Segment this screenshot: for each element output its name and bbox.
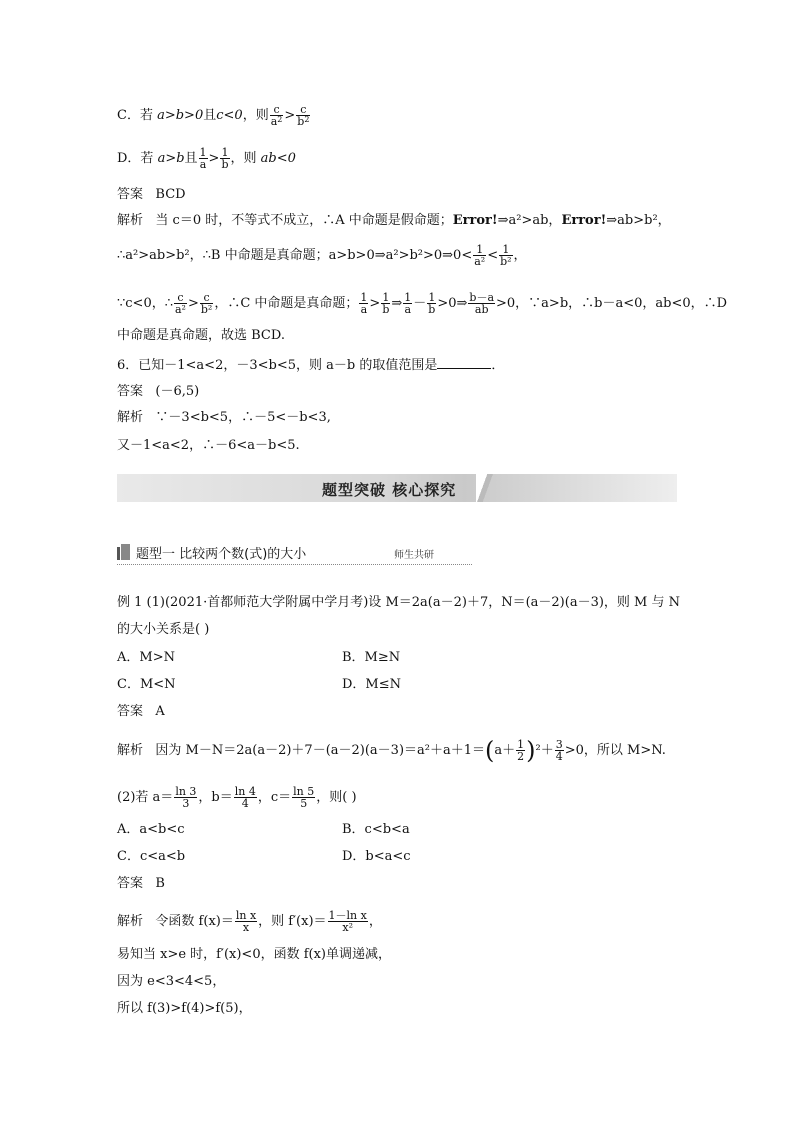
ex1-part2-option-b: B．c<b<a [342,822,410,837]
ex1-solution: 解析 因为 M－N＝2a(a－2)＋7－(a－2)(a－3)＝a²＋a＋1＝(a＋ $\frac{1}{2}$ )²＋ $\frac{3}{4}$ >0，所以 M>N. [117,736,666,765]
topic-title: 题型一 比较两个数(式)的大小 [136,547,307,562]
q5-solution-line-2: ∴a²>ab>b²，∴B 中命题是真命题；a>b>0⇒a²>b²>0⇒0< $\frac{1}{\text{a²}}$ < $\frac{1}{\text{b²}}$ ， [117,243,527,268]
fraction: $\frac{\ln 5}{5}$ [293,785,315,810]
fraction: $\frac{\text{1－ln x}}{\text{x²}}$ [328,909,367,934]
ex1-option-c: C．M<N [117,677,176,692]
q5-answer: 答案 BCD [117,187,186,202]
ex1-answer: 答案 A [117,704,165,719]
q5-solution-line-4: 中命题是真命题，故选 BCD. [117,328,285,343]
fraction: $\frac{1}{b}$ [428,291,436,316]
ex1-option-b: B．M≥N [342,650,401,665]
fraction: $\frac{\ln 4}{4}$ [234,785,256,810]
ex1-stem-line-1: 例 1 (1)(2021·首都师范大学附属中学月考)设 M＝2a(a－2)＋7，N＝(a－2)(a－3)，则 M 与 N [117,595,680,610]
ex1-part2-option-a: A．a<b<c [117,822,185,837]
ex1-part2-solution-line-2: 易知当 x>e 时，f′(x)<0，函数 f(x)单调递减， [117,947,392,962]
fraction: $\frac{3}{4}$ [555,738,563,763]
fraction: $\frac{\ln 3}{3}$ [175,785,197,810]
bookmark-icon [117,544,131,560]
fraction: $\frac{1}{a}$ [199,146,207,171]
ex1-stem-line-2: 的大小关系是( ) [117,622,210,637]
q5-solution-line-3: ∵c<0，∴ $\frac{c}{\text{a²}}$ > $\frac{c}{\text{b²}}$ ，∴C 中命题是真命题； $\frac{1}{a}$ > $\frac{1}{b}$ ⇒ $\frac{1}{a}$ － $\frac{1}{b}$ >0⇒ $\frac{b-a}{ab}$ >0，∵a>b，∴b－a<0，ab<0，∴D [117,291,728,316]
ex1-part2-option-c: C．c<a<b [117,849,186,864]
fraction: $\frac{1}{b}$ [382,291,390,316]
fraction: $\frac{1}{\text{a²}}$ [474,243,486,268]
ex1-part2-solution-line-1: 解析 令函数 f(x)＝ $\frac{\text{ln x}}{x}$ ，则 f′(x)＝ $\frac{\text{1－ln x}}{\text{x²}}$ ， [117,909,382,934]
q5-option-d: D．若 a>b且 $\frac{1}{a}$ > $\frac{1}{b}$ ，则 ab<0 [117,146,296,171]
q6-stem: 6．已知－1<a<2，－3<b<5，则 a－b 的取值范围是 ． [117,358,505,373]
fraction: $\frac{1}{b}$ [221,146,229,171]
fraction: $\frac{1}{a}$ [404,291,412,316]
ex1-part2-solution-line-4: 所以 f(3)>f(4)>f(5)， [117,1001,252,1016]
ex1-part2-stem: (2)若 a＝ $\frac{\ln 3}{3}$ ，b＝ $\frac{\ln 4}{4}$ ，c＝ $\frac{\ln 5}{5}$ ，则( ) [117,785,357,810]
answer-blank[interactable] [437,356,491,369]
fraction: $\frac{b-a}{ab}$ [469,291,495,316]
section-banner-title: 题型突破 核心探究 [322,481,457,499]
fraction: $\frac{c}{a^2}$ [270,103,283,128]
q6-answer: 答案 (－6,5) [117,384,200,399]
fraction: $\frac{c}{\text{a²}}$ [175,291,186,316]
fraction: $\frac{1}{2}$ [517,738,525,763]
q5-option-c: C．若 a>b>0且c<0，则 $\frac{c}{a^2}$ > $\frac{c}{b^2}$ [117,103,310,128]
q6-solution-line-1: 解析 ∵－3<b<5，∴－5<－b<3, [117,410,331,425]
ex1-part2-answer: 答案 B [117,876,165,891]
q5-solution-line-1: 解析 当 c＝0 时，不等式不成立，∴A 中命题是假命题；Error!⇒a²>ab，Error!⇒ab>b²， [117,213,671,228]
fraction: $\frac{c}{b^2}$ [297,103,310,128]
topic-tag: 师生共研 [394,550,434,561]
topic-divider [117,564,472,565]
fraction: $\frac{1}{\text{b²}}$ [500,243,512,268]
q6-solution-line-2: 又－1<a<2，∴－6<a－b<5. [117,438,300,453]
ex1-part2-option-d: D．b<a<c [342,849,411,864]
fraction: $\frac{c}{\text{b²}}$ [200,291,213,316]
banner-slash-decoration [476,474,494,502]
ex1-part2-solution-line-3: 因为 e<3<4<5， [117,974,226,989]
fraction: $\frac{1}{a}$ [360,291,368,316]
fraction: $\frac{\text{ln x}}{x}$ [235,909,257,934]
ex1-option-d: D．M≤N [342,677,402,692]
ex1-option-a: A．M>N [117,650,175,665]
